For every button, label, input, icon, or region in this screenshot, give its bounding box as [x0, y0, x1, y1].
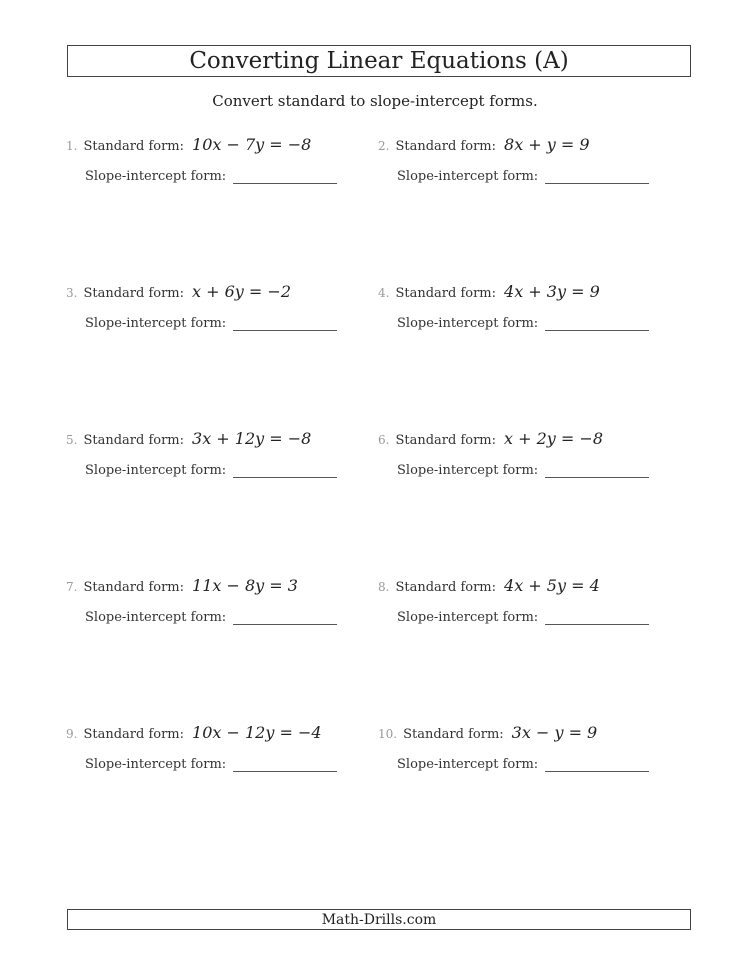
standard-form-label: Standard form:: [395, 433, 497, 448]
standard-form-equation: 3x + 12y = −8: [192, 429, 312, 448]
standard-form-equation: 10x − 12y = −4: [192, 723, 322, 742]
slope-intercept-row: [85, 316, 337, 331]
slope-intercept-row: [85, 610, 337, 625]
worksheet-instructions: Convert standard to slope-intercept forms.: [212, 92, 538, 110]
problem-number: 10.: [378, 727, 398, 741]
answer-blank[interactable]: [233, 318, 337, 331]
slope-intercept-row: [85, 757, 337, 772]
slope-intercept-label: Slope-intercept form:: [397, 463, 539, 478]
problem-statement: [378, 282, 600, 301]
standard-form-equation: 8x + y = 9: [504, 135, 590, 154]
problem-4: [378, 282, 698, 342]
answer-blank[interactable]: [233, 465, 337, 478]
answer-blank[interactable]: [545, 465, 649, 478]
standard-form-label: Standard form:: [395, 286, 497, 301]
slope-intercept-row: [85, 463, 337, 478]
problem-1: [66, 135, 386, 195]
problem-9: [66, 723, 386, 783]
slope-intercept-row: [397, 316, 649, 331]
standard-form-label: Standard form:: [403, 727, 504, 742]
answer-blank[interactable]: [545, 612, 649, 625]
problem-6: [378, 429, 698, 489]
problem-5: [66, 429, 386, 489]
slope-intercept-label: Slope-intercept form:: [85, 169, 227, 184]
problem-number: 9.: [66, 727, 78, 741]
slope-intercept-label: Slope-intercept form:: [85, 463, 227, 478]
problem-statement: [378, 135, 590, 154]
problem-statement: [66, 135, 311, 154]
problem-8: [378, 576, 698, 636]
slope-intercept-label: Slope-intercept form:: [85, 316, 227, 331]
problem-number: 8.: [378, 580, 390, 594]
standard-form-label: Standard form:: [83, 727, 185, 742]
problem-number: 6.: [378, 433, 390, 447]
answer-blank[interactable]: [545, 318, 649, 331]
slope-intercept-label: Slope-intercept form:: [397, 316, 539, 331]
problem-number: 3.: [66, 286, 78, 300]
problem-statement: [66, 723, 322, 742]
worksheet-title: Converting Linear Equations (A): [189, 48, 569, 74]
standard-form-equation: x + 2y = −8: [504, 429, 603, 448]
slope-intercept-label: Slope-intercept form:: [85, 610, 227, 625]
answer-blank[interactable]: [545, 171, 649, 184]
slope-intercept-row: [397, 610, 649, 625]
slope-intercept-label: Slope-intercept form:: [85, 757, 227, 772]
problem-statement: [66, 576, 298, 595]
slope-intercept-label: Slope-intercept form:: [397, 169, 539, 184]
slope-intercept-label: Slope-intercept form:: [397, 610, 539, 625]
footer-site-name: Math-Drills.com: [321, 911, 437, 928]
standard-form-label: Standard form:: [395, 139, 497, 154]
problem-10: [378, 723, 698, 783]
problem-number: 7.: [66, 580, 78, 594]
standard-form-equation: x + 6y = −2: [192, 282, 291, 301]
problem-number: 5.: [66, 433, 78, 447]
standard-form-label: Standard form:: [395, 580, 497, 595]
problem-7: [66, 576, 386, 636]
problem-statement: [378, 576, 600, 595]
footer-box: [67, 909, 691, 930]
problem-number: 2.: [378, 139, 390, 153]
standard-form-label: Standard form:: [83, 433, 185, 448]
standard-form-equation: 4x + 3y = 9: [504, 282, 600, 301]
answer-blank[interactable]: [545, 759, 649, 772]
slope-intercept-row: [397, 757, 649, 772]
problem-number: 4.: [378, 286, 390, 300]
problem-statement: [378, 429, 603, 448]
standard-form-equation: 3x − y = 9: [511, 723, 598, 742]
problem-statement: [378, 723, 597, 742]
answer-blank[interactable]: [233, 759, 337, 772]
problem-statement: [66, 282, 291, 301]
problem-statement: [66, 429, 311, 448]
standard-form-label: Standard form:: [83, 139, 185, 154]
problem-3: [66, 282, 386, 342]
problem-number: 1.: [66, 139, 78, 153]
slope-intercept-row: [397, 169, 649, 184]
slope-intercept-row: [85, 169, 337, 184]
slope-intercept-row: [397, 463, 649, 478]
problem-2: [378, 135, 698, 195]
standard-form-label: Standard form:: [83, 286, 185, 301]
answer-blank[interactable]: [233, 171, 337, 184]
standard-form-equation: 10x − 7y = −8: [192, 135, 312, 154]
standard-form-equation: 11x − 8y = 3: [192, 576, 298, 595]
slope-intercept-label: Slope-intercept form:: [397, 757, 539, 772]
standard-form-equation: 4x + 5y = 4: [504, 576, 600, 595]
answer-blank[interactable]: [233, 612, 337, 625]
standard-form-label: Standard form:: [83, 580, 185, 595]
